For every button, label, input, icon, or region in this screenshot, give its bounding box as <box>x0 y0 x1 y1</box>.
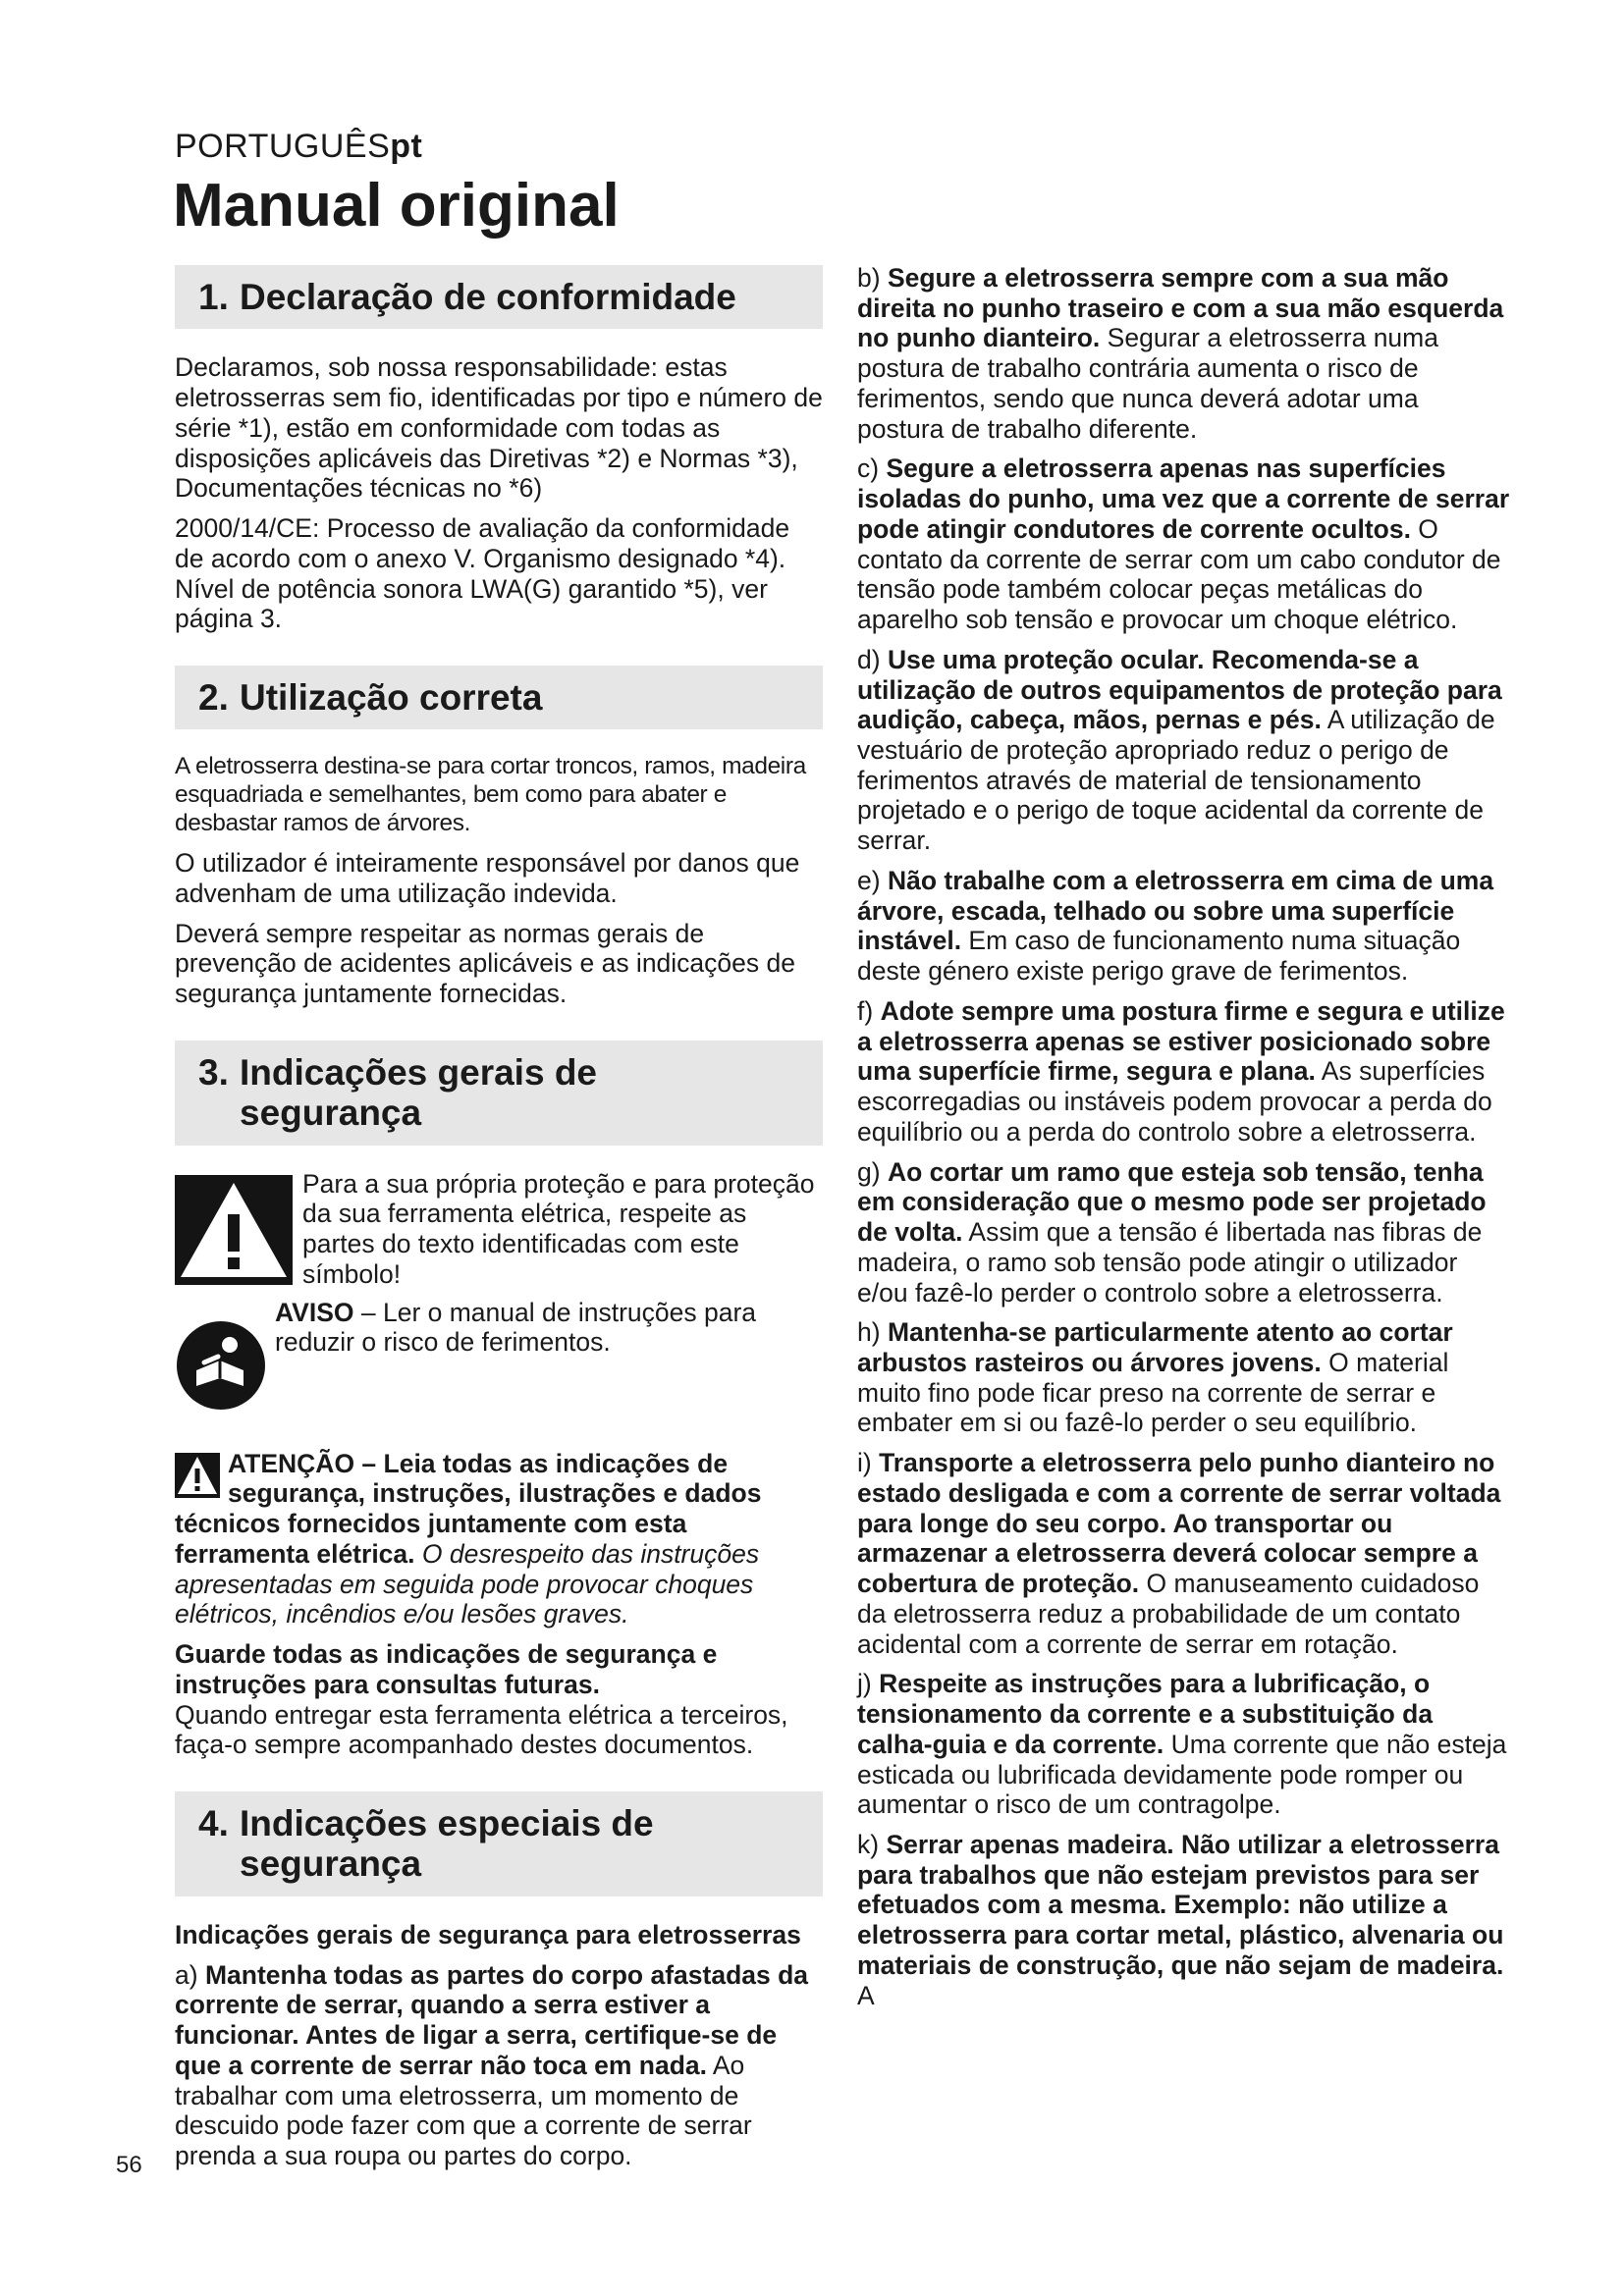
section-1-title: Declaração de conformidade <box>240 277 736 317</box>
section-4-title-line-2: segurança <box>240 1843 422 1885</box>
section-1-heading: 1. Declaração de conformidade <box>175 265 823 329</box>
language-name: PORTUGUÊS <box>175 128 391 165</box>
language-label <box>175 128 422 166</box>
section-4-title-line-1: Indicações especiais de <box>240 1803 654 1844</box>
section-3-heading: 3. Indicações gerais de segurança <box>175 1041 823 1146</box>
item-a: a) Mantenha todas as partes do corpo afastadas da corrente de serrar, quando a serra estiver a funcionar. Antes de ligar a serra, certifique-se de que a corrente de serrar não toca em nada. Ao trabalhar com uma eletrosserra, um momento de descuido pode fazer com que a corrente de serrar prenda a sua roupa ou partes do corpo. <box>175 1959 809 2171</box>
atencao-notice: ATENÇÃO – Leia todas as indicações de segurança, instruções, ilustrações e dados técnicos fornecidos juntamente com esta ferramenta elétrica. O desrespeito das instruções apresentadas em seguida pode provocar choques elétricos, incêndios e/ou lesões graves. <box>175 1448 762 1629</box>
section-2-paragraph-3: Deverá sempre respeitar as normas gerais de prevenção de acidentes aplicáveis e as indicações de segurança juntamente fornecidas. <box>175 918 795 1009</box>
safety-symbol-notice <box>175 1169 823 1290</box>
aviso-text: AVISO – Ler o manual de instruções para reduzir o risco de ferimentos. <box>275 1297 757 1358</box>
item-b: b) Segure a eletrosserra sempre com a sua mão direita no punho traseiro e com a sua mão esquerda no punho dianteiro. Segurar a eletrosserra numa postura de trabalho contrária aumenta o risco de ferimentos, sendo que nunca deverá adotar uma postura de trabalho diferente. <box>857 263 1504 444</box>
page-title: Manual original <box>173 172 620 240</box>
section-2-paragraph-1: A eletrosserra destina-se para cortar troncos, ramos, madeira esquadriada e semelhantes, bem como para abater e desbastar ramos de árvores. <box>175 753 806 837</box>
right-column <box>857 263 1510 2020</box>
aviso-notice <box>175 1298 823 1412</box>
section-2-title: Utilização correta <box>240 677 543 719</box>
left-column <box>175 265 823 2181</box>
section-1-paragraph-1: Declaramos, sob nossa responsabilidade: estas eletrosserras sem fio, identificadas por tipo e número de série *1), estão em conformidade com todas as disposições aplicáveis das Diretivas *2) e Normas *3), Documentações técnicas no *6) <box>175 352 823 504</box>
item-c: c) Segure a eletrosserra apenas nas superfícies isoladas do punho, uma vez que a corrente de serrar pode atingir condutores de corrente ocultos. O contato da corrente de serrar com um cabo condutor de tensão pode também colocar peças metálicas do aparelho sob tensão e provocar um choque elétrico. <box>857 454 1510 635</box>
section-2-heading: 2. Utilização correta <box>175 666 823 729</box>
section-4-subheading: Indicações gerais de segurança para eletrosserras <box>175 1919 801 1949</box>
item-i: i) Transporte a eletrosserra pelo punho dianteiro no estado desligada e com a corrente de serrar voltada para longe do seu corpo. Ao transportar ou armazenar a eletrosserra deverá colocar sempre a cobertura de proteção. O manuseamento cuidadoso da eletrosserra reduz a probabilidade de um contato acidental com a corrente de serrar em rotação. <box>857 1448 1501 1659</box>
small-warning-triangle-icon <box>175 1453 220 1498</box>
section-4-heading: 4. Indicações especiais de segurança <box>175 1791 823 1896</box>
item-k: k) Serrar apenas madeira. Não utilizar a eletrosserra para trabalhos que não estejam previstos para ser efetuados com a mesma. Exemplo: não utilize a eletrosserra para cortar metal, plástico, alvenaria ou materiais de construção, que não sejam de madeira. A <box>857 1829 1504 2010</box>
section-2-paragraph-2: O utilizador é inteiramente responsável por danos que advenham de uma utilização indevida. <box>175 848 800 908</box>
section-3-title-line-2: segurança <box>240 1093 422 1134</box>
item-g: g) Ao cortar um ramo que esteja sob tensão, tenha em consideração que o mesmo pode ser projetado de volta. Assim que a tensão é libertada nas fibras de madeira, o ramo sob tensão pode atingir o utilizador e/ou fazê-lo perder o controlo sobre a eletrosserra. <box>857 1156 1487 1308</box>
item-d: d) Use uma proteção ocular. Recomenda-se a utilização de outros equipamentos de proteção para audição, cabeça, mãos, pernas e pés. A utilização de vestuário de proteção apropriado reduz o perigo de ferimentos através de material de tensionamento projetado e o perigo de toque acidental da corrente de serrar. <box>857 644 1502 856</box>
warning-triangle-icon <box>175 1175 293 1285</box>
item-h: h) Mantenha-se particularmente atento ao cortar arbustos rasteiros ou árvores jovens. O material muito fino pode ficar preso na corrente de serrar e embater em si ou fazê-lo perder o seu equilíbrio. <box>857 1317 1453 1438</box>
item-f: f) Adote sempre uma postura firme e segura e utilize a eletrosserra apenas se estiver posicionado sobre uma superfície firme, segura e plana. As superfícies escorregadias ou instáveis podem provocar a perda do equilíbrio ou a perda do controlo sobre a eletrosserra. <box>857 995 1505 1147</box>
section-3-title-line-1: Indicações gerais de <box>240 1051 598 1093</box>
item-j: j) Respeite as instruções para a lubrificação, o tensionamento da corrente e a substituição da calha-guia e da corrente. Uma corrente que não esteja esticada ou lubrificada devidamente pode romper ou aumentar o risco de um contragolpe. <box>857 1669 1507 1820</box>
safety-symbol-text: Para a sua própria proteção e para proteção da sua ferramenta elétrica, respeite as partes do texto identificadas com este símbolo! <box>302 1168 815 1289</box>
section-1-paragraph-2: 2000/14/CE: Processo de avaliação da conformidade de acordo com o anexo V. Organismo designado *4). Nível de potência sonora LWA(G) garantido *5), ver página 3. <box>175 513 790 634</box>
guarde-paragraph: Guarde todas as indicações de segurança e instruções para consultas futuras. <box>175 1639 718 1699</box>
language-code: pt <box>390 128 423 165</box>
read-manual-icon <box>175 1319 267 1412</box>
item-e: e) Não trabalhe com a eletrosserra em cima de uma árvore, escada, telhado ou sobre uma superfície instável. Em caso de funcionamento numa situação deste género existe perigo grave de ferimentos. <box>857 865 1494 987</box>
page-number: 56 <box>116 2152 142 2178</box>
guarde-text: Quando entregar esta ferramenta elétrica a terceiros, faça-o sempre acompanhado destes documentos. <box>175 1699 788 1760</box>
